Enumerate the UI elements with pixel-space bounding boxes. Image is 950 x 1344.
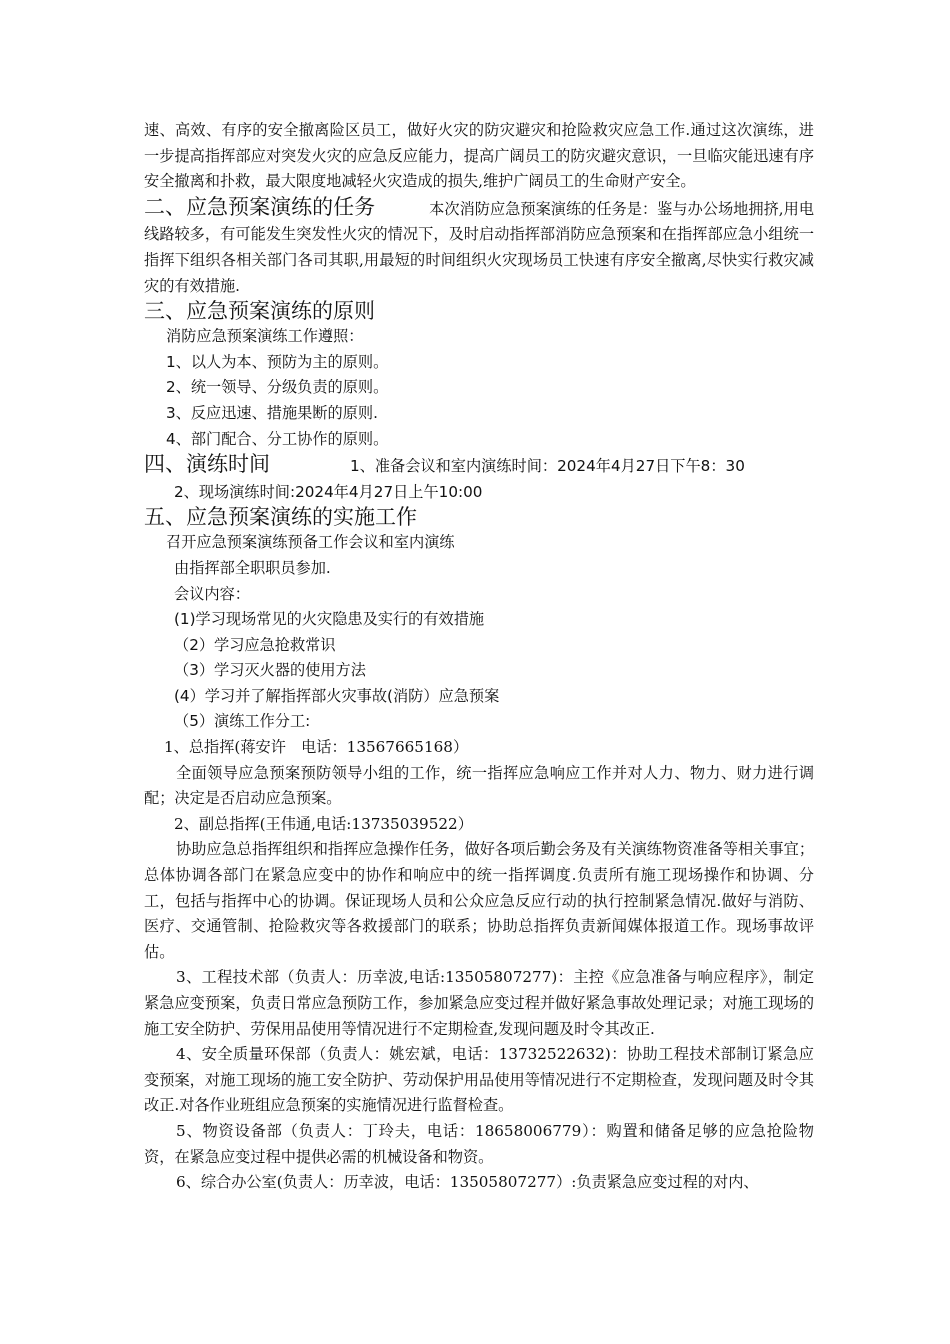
section-5-line: （2）学习应急抢救常识 [174,635,336,654]
role-title: 2、副总指挥(王伟通,电话:13735039522） [174,814,473,833]
role-description: 3、工程技术部（负责人：历幸波,电话:13505807277)：主控《应急准备与响应程序》，制定紧急应变预案，负责日常应急预防工作，参加紧急应变过程并做好紧急事故处理记录；对施工现场的施工安全防护、劳保用品使用等情况进行不定期检查,发现问题及时令其改正. [144,968,814,1038]
intro-paragraph: 速、高效、有序的安全撤离险区员工，做好火灾的防灾避灾和抢险救灾应急工作.通过这次演练，进一步提高指挥部应对突发火灾的应急反应能力，提高广阔员工的防灾避灾意识，一旦临灾能迅速有序安全撤离和扑救，最大限度地减轻火灾造成的损失,维护广阔员工的生命财产安全。 [144,121,814,191]
drill-time-1: 1、准备会议和室内演练时间：2024年4月27日下午8：30 [350,457,745,476]
section-3-intro: 消防应急预案演练工作遵照： [166,327,364,346]
section-5-line: (1)学习现场常见的火灾隐患及实行的有效措施 [174,610,485,629]
role-description: 全面领导应急预案预防领导小组的工作，统一指挥应急响应工作并对人力、物力、财力进行调配；决定是否启动应急预案。 [144,763,814,808]
section-5-line: 召开应急预案演练预备工作会议和室内演练 [166,533,455,552]
role-description: 4、安全质量环保部（负责人：姚宏斌，电话：13732522632)：协助工程技术部制订紧急应变预案，对施工现场的施工安全防护、劳动保护用品使用等情况进行不定期检查，发现问题及时令其改正.对各作业班组应急预案的实施情况进行监督检查。 [144,1045,814,1115]
section-5-line: 会议内容： [174,584,250,603]
document-page [144,118,814,1196]
principle-item: 3、反应迅速、措施果断的原则. [166,403,378,422]
principle-item: 1、以人为本、预防为主的原则。 [166,352,389,371]
role-description: 6、综合办公室(负责人：历幸波，电话：13505807277）:负责紧急应变过程的对内、 [176,1173,759,1192]
role-description: 协助应急总指挥组织和指挥应急操作任务，做好各项后勤会务及有关演练物资准备等相关事宜；总体协调各部门在紧急应变中的协作和响应中的统一指挥调度.负责所有施工现场操作和协调、分工，包括与指挥中心的协调。保证现场人员和公众应急反应行动的执行控制紧急情况.做好与消防、医疗、交通管制、抢险救灾等各救援部门的联系；协助总指挥负责新闻媒体报道工作。现场事故评估。 [144,840,814,961]
section-3-title: 三、应急预案演练的原则 [144,299,375,324]
section-5-line: （5）演练工作分工: [174,712,311,731]
section-4-title: 四、演练时间 [144,452,270,477]
section-5-line: 由指挥部全职职员参加. [174,558,331,577]
section-2 [144,195,814,299]
section-5-title: 五、应急预案演练的实施工作 [144,505,417,530]
principle-item: 4、部门配合、分工协作的原则。 [166,429,389,448]
role-title: 1、总指挥(蒋安许 电话：13567665168） [164,738,469,757]
role-description: 5、物资设备部（负责人：丁玲夫，电话：18658006779）：购置和储备足够的应急抢险物资，在紧急应变过程中提供必需的机械设备和物资。 [144,1121,814,1166]
principle-item: 2、统一领导、分级负责的原则。 [166,378,389,397]
section-2-title: 二、应急预案演练的任务 [144,194,376,219]
section-5-line: （3）学习灭火器的使用方法 [174,661,366,680]
section-4 [144,452,814,480]
section-5-line: (4）学习并了解指挥部火灾事故(消防）应急预案 [174,686,500,705]
drill-time-2: 2、现场演练时间:2024年4月27日上午10:00 [174,482,483,501]
section-2-body: 本次消防应急预案演练的任务是：鉴与办公场地拥挤,用电线路较多，有可能发生突发性火灾的情况下，及时启动指挥部消防应急预案和在指挥部应急小组统一指挥下组织各相关部门各司其职,用最短的时间组织火灾现场员工快速有序安全撤离,尽快实行救灾减灾的有效措施. [144,199,815,295]
